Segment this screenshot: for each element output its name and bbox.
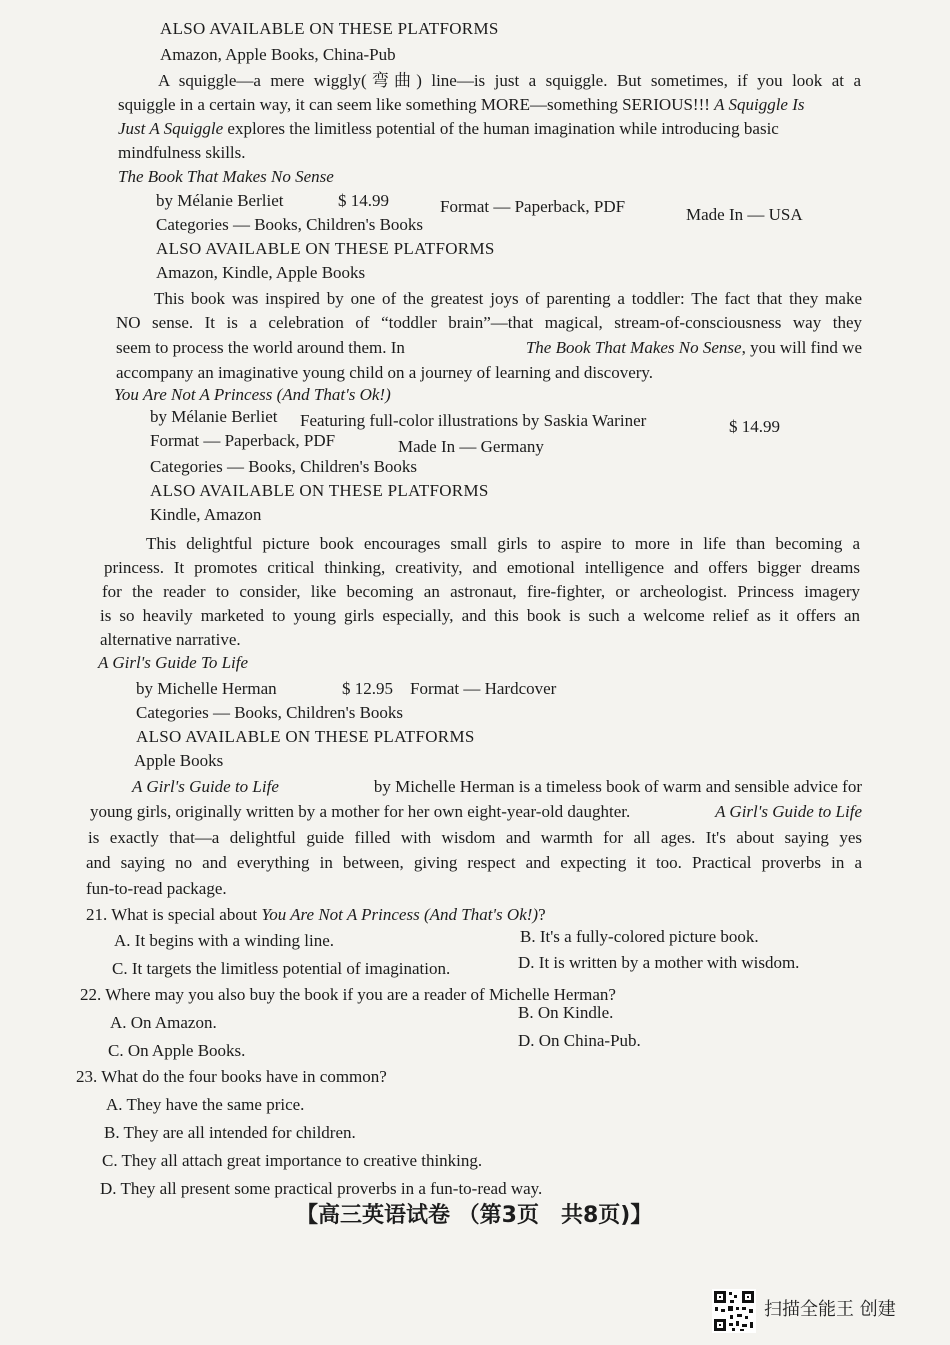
book4-author: by Michelle Herman [136,679,277,698]
book2-platforms: Amazon, Kindle, Apple Books [156,263,366,282]
page-footer: 【高三英语试卷 （第3页 共8页)】 [296,1203,653,1228]
book3-categories: Categories — Books, Children's Books [150,457,418,476]
book3-desc-line: princess. It promotes critical thinking, creativity, and emotional intelligence and offers bigger dreams [104,558,860,577]
book3-featuring: Featuring full-color illustrations by Saskia Wariner [300,411,647,430]
book4-platforms-heading: ALSO AVAILABLE ON THESE PLATFORMS [136,727,475,746]
book1-platforms: Amazon, Apple Books, China-Pub [160,45,396,64]
question-23-stem: 23. What do the four books have in common? [76,1067,387,1086]
book2-author: by Mélanie Berliet [156,191,284,210]
question-22-option-a[interactable]: A. On Amazon. [110,1013,217,1032]
book1-desc-line: squiggle in a certain way, it can seem like something MORE—something SERIOUS!!! A Squiggle Is [118,95,805,114]
question-22-option-b[interactable]: B. On Kindle. [518,1003,614,1022]
question-21-option-b[interactable]: B. It's a fully-colored picture book. [520,927,759,946]
book2-desc-line: seem to process the world around them. In The Book That Makes No Sense, you will find we [116,338,862,357]
scanner-label: 扫描全能王 创建 [764,1299,896,1320]
book2-desc-line: This book was inspired by one of the greatest joys of parenting a toddler: The fact that they make [154,289,862,308]
book3-desc-line: for the reader to consider, like becoming an astronaut, fire-fighter, or archeologist. Princess imagery [102,582,860,601]
book2-categories: Categories — Books, Children's Books [156,215,424,234]
book1-desc-line: A squiggle—a mere wiggly(弯曲) line—is just a squiggle. But sometimes, if you look at a [158,71,861,90]
question-23-option-a[interactable]: A. They have the same price. [106,1095,305,1114]
book3-desc-line: is so heavily marketed to young girls especially, and this book is such a welcome relief as it offers an [100,606,860,625]
book4-desc-line: is exactly that—a delightful guide filled with wisdom and warmth for all ages. It's about saying yes [88,828,862,847]
book4-desc-line: A Girl's Guide to Life by Michelle Herman is a timeless book of warm and sensible advice for [132,777,862,796]
book4-desc-line: young girls, originally written by a mother for her own eight-year-old daughter. A Girl's Guide to Life [90,802,862,821]
book3-author: by Mélanie Berliet [150,407,278,426]
question-22-option-c[interactable]: C. On Apple Books. [108,1041,246,1060]
book4-title: A Girl's Guide To Life [98,653,249,672]
question-23-option-d[interactable]: D. They all present some practical proverbs in a fun-to-read way. [100,1179,543,1198]
book2-platforms-heading: ALSO AVAILABLE ON THESE PLATFORMS [156,239,495,258]
question-22-stem: 22. Where may you also buy the book if you are a reader of Michelle Herman? [80,985,616,1004]
book1-platforms-heading: ALSO AVAILABLE ON THESE PLATFORMS [160,19,499,38]
question-21-option-a[interactable]: A. It begins with a winding line. [114,931,335,950]
book4-categories: Categories — Books, Children's Books [136,703,404,722]
book1-desc-line: mindfulness skills. [118,143,246,162]
question-22-option-d[interactable]: D. On China-Pub. [518,1031,641,1050]
question-21-option-d[interactable]: D. It is written by a mother with wisdom. [518,953,800,972]
book2-made-in: Made In — USA [686,205,803,224]
book3-made-in: Made In — Germany [398,437,544,456]
question-23-option-c[interactable]: C. They all attach great importance to creative thinking. [102,1151,483,1170]
book4-price: $ 12.95 [342,679,393,698]
book4-desc-line: and saying no and everything in between, giving respect and expecting it too. Practical proverbs in a [86,853,862,872]
book3-platforms: Kindle, Amazon [150,505,262,524]
book3-title: You Are Not A Princess (And That's Ok!) [114,385,391,404]
book3-desc-line: This delightful picture book encourages small girls to aspire to more in life than becoming a [146,534,860,553]
book3-platforms-heading: ALSO AVAILABLE ON THESE PLATFORMS [150,481,489,500]
book1-desc-line: Just A Squiggle explores the limitless potential of the human imagination while introducing basic [118,119,779,138]
book3-desc-line: alternative narrative. [100,630,241,649]
book2-desc-line: accompany an imaginative young child on a journey of learning and discovery. [116,363,654,382]
book3-format: Format — Paperback, PDF [150,431,336,450]
book2-title: The Book That Makes No Sense [118,167,334,186]
question-23-option-b[interactable]: B. They are all intended for children. [104,1123,356,1142]
book3-price: $ 14.99 [729,417,780,436]
question-21-option-c[interactable]: C. It targets the limitless potential of imagination. [112,959,451,978]
question-21-stem: 21. What is special about You Are Not A Princess (And That's Ok!)? [86,905,546,924]
book2-format: Format — Paperback, PDF [440,197,626,216]
book4-platforms: Apple Books [134,751,224,770]
book4-format: Format — Hardcover [410,679,557,698]
book4-desc-line: fun-to-read package. [86,879,227,898]
qr-code-icon [712,1289,756,1333]
book2-desc-line: NO sense. It is a celebration of “toddler brain”—that magical, stream-of-consciousness way they [116,313,862,332]
book2-price: $ 14.99 [338,191,389,210]
